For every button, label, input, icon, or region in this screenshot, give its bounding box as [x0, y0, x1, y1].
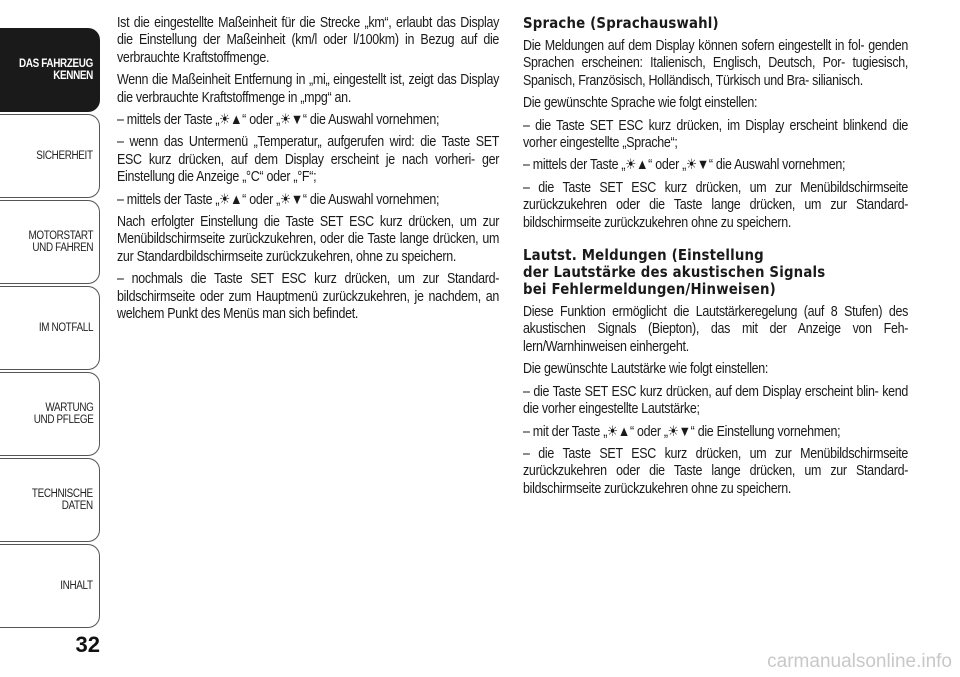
paragraph: – mittels der Taste „☀▲“ oder „☀▼“ die Auswahl vornehmen;	[523, 157, 846, 174]
paragraph: – nochmals die Taste SET ESC kurz drücken, um zur Standard- bildschirmseite oder zum Hauptmenü zurückzukehren, je nachdem, an welchem Punkt des Menüs man sich befindet.	[117, 271, 500, 323]
heading-line: Lautst. Meldungen (Einstellung	[523, 246, 764, 265]
page-number: 32	[75, 632, 100, 657]
heading-line: bei Fehlermeldungen/Hinweisen)	[523, 280, 776, 299]
tab-das-fahrzeug-kennen[interactable]: DAS FAHRZEUG KENNEN	[0, 28, 100, 112]
tab-im-notfall[interactable]: IM NOTFALL	[0, 286, 100, 370]
paragraph: Diese Funktion ermöglicht die Lautstärkeregelung (auf 8 Stufen) des akustischen Signals (Biepton), das mit der Anzeige von Feh- lern/Warnhinweisen einhergeht.	[523, 304, 909, 355]
tab-inhalt[interactable]: INHALT	[0, 544, 100, 628]
tab-motorstart-und-fahren[interactable]: MOTORSTART UND FAHREN	[0, 200, 100, 284]
paragraph: Die Meldungen auf dem Display können sofern eingestellt in fol- genden Sprachen erscheinen: Italienisch, Englisch, Deutsch, Por- tugiesisch, Spanisch, Französisch, Holländisch, Türkisch und Bra- silianisch.	[523, 38, 909, 89]
paragraph: – wenn das Untermenü „Temperatur„ aufgerufen wird: die Taste SET ESC kurz drücken, auf dem Display erscheint je nach vorheri- ger Einstellung die Anzeige „°C“ oder „°F“;	[117, 134, 500, 186]
paragraph: – mittels der Taste „☀▲“ oder „☀▼“ die Auswahl vornehmen;	[117, 191, 440, 208]
heading-line: der Lautstärke des akustischen Signals	[523, 263, 826, 282]
paragraph: – mit der Taste „☀▲“ oder „☀▼“ die Einstellung vornehmen;	[523, 423, 841, 440]
section-heading-lautstaerke	[523, 247, 908, 298]
tab-wartung-und-pflege[interactable]: WARTUNG UND PFLEGE	[0, 372, 100, 456]
watermark: carmanualsonline.info	[767, 651, 952, 672]
left-column	[117, 15, 500, 329]
section-heading-sprache: Sprache (Sprachauswahl)	[523, 14, 719, 32]
paragraph: Die gewünschte Lautstärke wie folgt einstellen:	[523, 361, 769, 378]
paragraph: – die Taste SET ESC kurz drücken, um zur Menübildschirmseite zurückzukehren oder die Taste lange drücken, um zur Standard- bildschirmseite zurückzukehren ohne zu speichern.	[523, 445, 909, 497]
paragraph: Ist die eingestellte Maßeinheit für die Strecke „km“, erlaubt das Display die Einstellung der Maßeinheit (km/l oder l/100km) in Bezug auf die verbrauchte Kraftstoffmenge.	[117, 15, 500, 66]
paragraph: – mittels der Taste „☀▲“ oder „☀▼“ die Auswahl vornehmen;	[117, 112, 440, 129]
paragraph: Nach erfolgter Einstellung die Taste SET ESC kurz drücken, um zur Menübildschirmseite zurückzukehren, oder die Taste lange drücken, um zur Standardbildschirmseite zurückzukehren, ohne zu speichern.	[117, 214, 500, 265]
paragraph: Die gewünschte Sprache wie folgt einstellen:	[523, 95, 758, 112]
tab-sicherheit[interactable]: SICHERHEIT	[0, 114, 100, 198]
paragraph: – die Taste SET ESC kurz drücken, auf dem Display erscheint blin- kend die vorher eingestellte Lautstärke;	[523, 383, 909, 418]
paragraph: Wenn die Maßeinheit Entfernung in „mi„ eingestellt ist, zeigt das Display die verbrauchte Kraftstoffmenge in „mpg“ an.	[117, 72, 500, 106]
paragraph: – die Taste SET ESC kurz drücken, im Display erscheint blinkend die vorher eingestellte „Sprache“;	[523, 117, 909, 152]
paragraph: – die Taste SET ESC kurz drücken, um zur Menübildschirmseite zurückzukehren oder die Taste lange drücken, um zur Standard- bildschirmseite zurückzukehren ohne zu speichern.	[523, 179, 909, 231]
right-column	[523, 15, 909, 503]
tab-technische-daten[interactable]: TECHNISCHE DATEN	[0, 458, 100, 542]
